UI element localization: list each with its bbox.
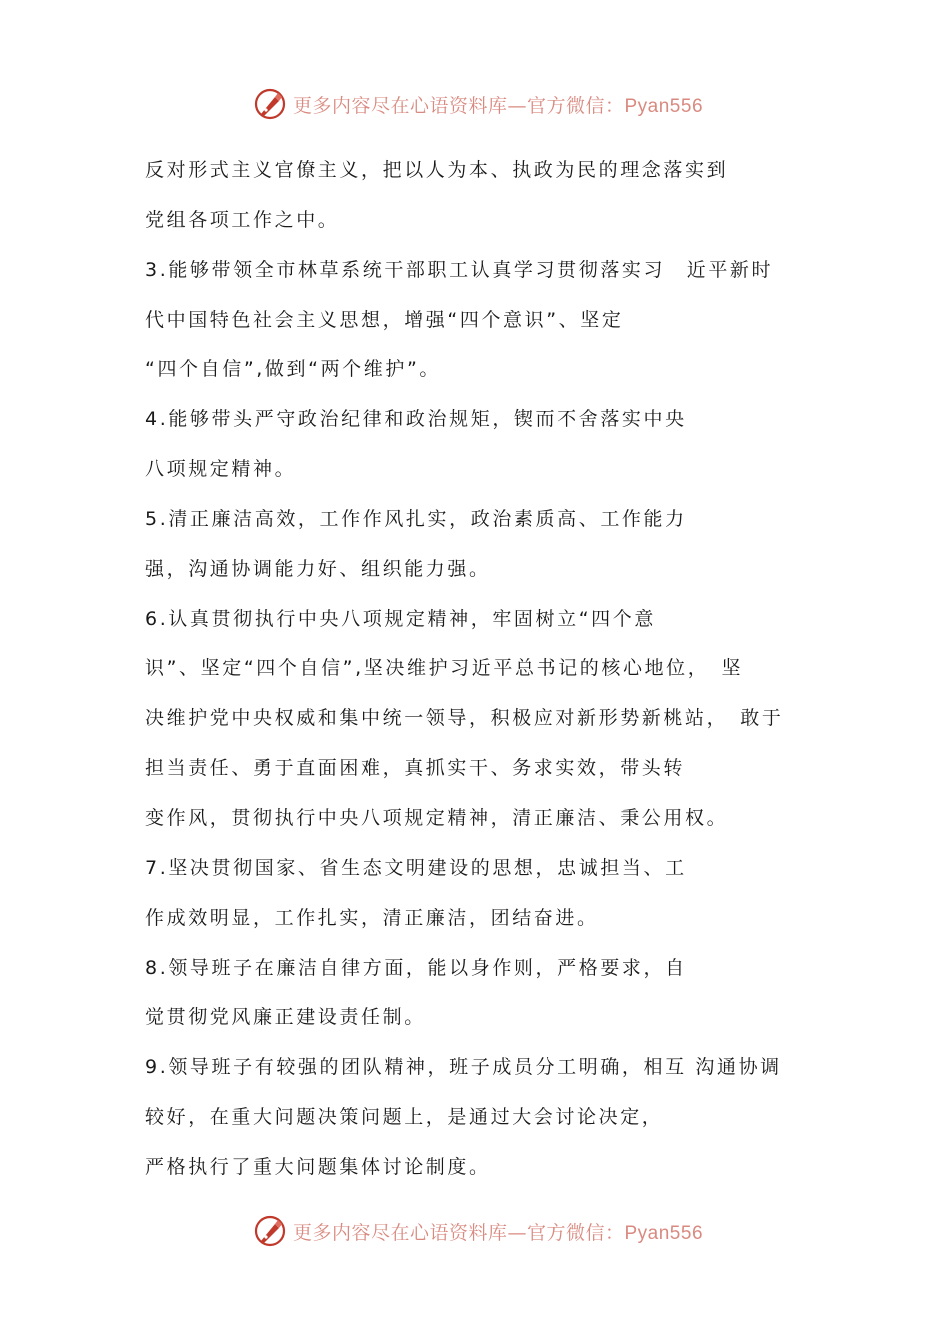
text-line: 变作风，贯彻执行中央八项规定精神，清正廉洁、秉公用权。 xyxy=(145,806,729,829)
text-line: 9.领导班子有较强的团队精神，班子成员分工明确，相互 沟通协调 xyxy=(145,1056,782,1079)
text-line: “四个自信”,做到“两个维护”。 xyxy=(145,358,442,381)
text-line: 4.能够带头严守政治纪律和政治规矩，锲而不舍落实中央 xyxy=(145,408,687,431)
text-line: 识”、坚定“四个自信”,坚决维护习近平总书记的核心地位， 坚 xyxy=(145,657,744,680)
text-line: 担当责任、勇于直面困难，真抓实干、务求实效，带头转 xyxy=(145,757,686,780)
text-line: 3.能够带领全市林草系统干部职工认真学习贯彻落实习 近平新时 xyxy=(145,258,774,281)
text-line: 强，沟通协调能力好、组织能力强。 xyxy=(145,557,491,580)
banner-promo-text: 更多内容尽在心语资料库—官方微信： xyxy=(292,1221,625,1244)
text-line: 8.领导班子在廉洁自律方面，能以身作则，严格要求，自 xyxy=(145,956,687,979)
header-banner xyxy=(0,84,950,124)
text-line: 6.认真贯彻执行中央八项规定精神，牢固树立“四个意 xyxy=(145,607,656,630)
text-line: 八项规定精神。 xyxy=(145,458,297,481)
pen-nib-logo-icon xyxy=(253,87,287,121)
banner-handle: Pyan556 xyxy=(624,1222,704,1244)
banner-promo-text: 更多内容尽在心语资料库—官方微信： xyxy=(292,94,625,117)
text-line: 作成效明显，工作扎实，清正廉洁，团结奋进。 xyxy=(145,906,599,929)
text-line: 决维护党中央权威和集中统一领导，积极应对新形势新桃站， 敢于 xyxy=(145,707,784,730)
text-line: 反对形式主义官僚主义，把以人为本、执政为民的理念落实到 xyxy=(145,159,729,181)
footer-banner-content xyxy=(253,1214,703,1248)
document-body xyxy=(145,152,815,1199)
text-line: 觉贯彻党风廉正建设责任制。 xyxy=(145,1006,426,1029)
text-line: 党组各项工作之中。 xyxy=(145,208,340,231)
pen-nib-logo-icon xyxy=(253,1214,287,1248)
text-line: 7.坚决贯彻国家、省生态文明建设的思想，忠诚担当、工 xyxy=(145,856,687,879)
text-line: 5.清正廉洁高效，工作作风扎实，政治素质高、工作能力 xyxy=(145,507,687,530)
header-banner-text xyxy=(293,91,703,118)
text-line: 严格执行了重大问题集体讨论制度。 xyxy=(145,1155,491,1178)
text-line: 代中国特色社会主义思想，增强“四个意识”、坚定 xyxy=(145,308,624,331)
footer-banner-text xyxy=(293,1218,703,1245)
header-banner-content xyxy=(253,87,703,121)
footer-banner xyxy=(0,1211,950,1251)
text-line: 较好，在重大问题决策问题上，是通过大会讨论决定， xyxy=(145,1106,664,1129)
banner-handle: Pyan556 xyxy=(624,95,704,117)
